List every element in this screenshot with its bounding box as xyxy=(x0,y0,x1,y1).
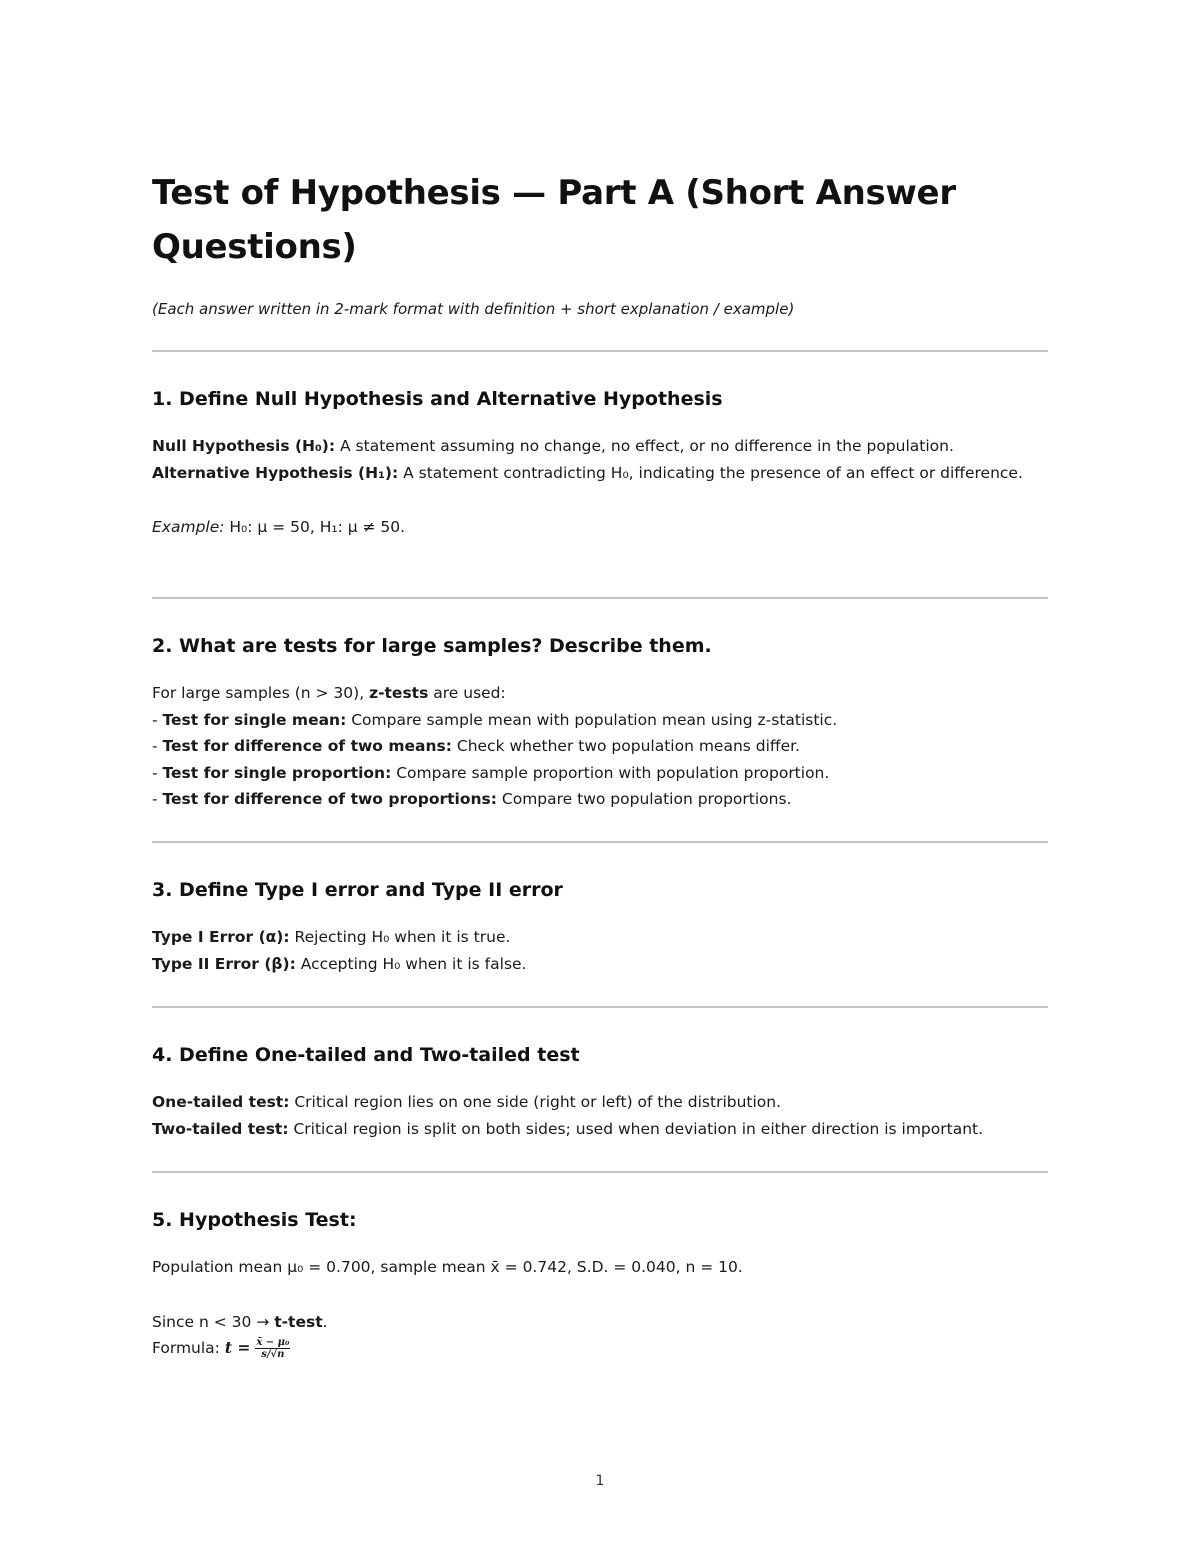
list-item-text: Compare two population proportions. xyxy=(501,790,792,808)
section-divider xyxy=(152,597,1048,599)
section-1 xyxy=(152,385,1048,541)
section-divider xyxy=(152,350,1048,352)
t-statistic-fraction xyxy=(255,1337,290,1360)
list-item: - Test for single mean: Compare sample mean with population mean using z-statistic. xyxy=(152,710,838,729)
list-item-label: Test for difference of two means: xyxy=(162,737,452,755)
type-1-error-definition xyxy=(152,924,1048,951)
type-1-error-text: Rejecting H₀ when it is true. xyxy=(294,928,511,946)
null-hypothesis-label: Null Hypothesis (H₀): xyxy=(152,437,336,455)
one-tailed-definition xyxy=(152,1089,1048,1116)
fraction-numerator: x̄ − μ₀ xyxy=(256,1337,290,1348)
list-item-label: Test for difference of two proportions: xyxy=(162,790,497,808)
intro-text-end: are used: xyxy=(433,684,506,702)
section-3-heading: 3. Define Type I error and Type II error xyxy=(152,879,563,901)
section-divider xyxy=(152,1171,1048,1173)
type-2-error-text: Accepting H₀ when it is false. xyxy=(300,954,527,973)
list-item-text: Check whether two population means differ. xyxy=(456,737,801,755)
section-2 xyxy=(152,632,1048,813)
type-2-error-definition xyxy=(152,951,1048,978)
document-title: Test of Hypothesis — Part A (Short Answer Questions) xyxy=(152,173,956,267)
section-1-heading: 1. Define Null Hypothesis and Alternative Hypothesis xyxy=(152,388,723,410)
list-item-label: Test for single proportion: xyxy=(162,763,392,782)
list-item-label: Test for single mean: xyxy=(162,710,347,729)
section-5-heading: 5. Hypothesis Test: xyxy=(152,1209,357,1231)
alternative-hypothesis-label: Alternative Hypothesis (H₁): xyxy=(152,463,399,482)
given-values: Population mean μ₀ = 0.700, sample mean x̄ = 0.742, S.D. = 0.040, n = 10. xyxy=(152,1258,743,1276)
section-5 xyxy=(152,1206,1048,1362)
test-choice-text: Since n < 30 → xyxy=(152,1312,270,1331)
formula-lhs: t = xyxy=(224,1338,251,1357)
t-test-term: t-test xyxy=(274,1312,323,1331)
type-2-error-label: Type II Error (β): xyxy=(152,954,296,973)
two-tailed-text: Critical region is split on both sides; used when deviation in either direction is important. xyxy=(293,1119,984,1138)
example-text: H₀: μ = 50, H₁: μ ≠ 50. xyxy=(229,518,406,536)
section-4-heading: 4. Define One-tailed and Two-tailed test xyxy=(152,1044,580,1066)
two-tailed-definition xyxy=(152,1116,1048,1143)
formula-line xyxy=(152,1335,1048,1362)
list-item: - Test for single proportion: Compare sample proportion with population proportion. xyxy=(152,763,830,782)
section-divider xyxy=(152,1006,1048,1008)
two-tailed-label: Two-tailed test: xyxy=(152,1119,289,1138)
type-1-error-label: Type I Error (α): xyxy=(152,928,290,946)
section-4 xyxy=(152,1041,1048,1142)
hypothesis-example xyxy=(152,514,1048,541)
list-item: - Test for difference of two proportions: Compare two population proportions. xyxy=(152,790,792,808)
document-subtitle: (Each answer written in 2-mark format with definition + short explanation / example) xyxy=(152,300,795,318)
test-choice xyxy=(152,1309,1048,1336)
intro-text: For large samples (n > 30), xyxy=(152,684,365,702)
example-label: Example: xyxy=(152,518,225,536)
alternative-hypothesis-definition xyxy=(152,460,1048,487)
formula-label: Formula: xyxy=(152,1339,220,1357)
one-tailed-label: One-tailed test: xyxy=(152,1093,290,1111)
large-sample-intro xyxy=(152,680,1048,707)
null-hypothesis-definition xyxy=(152,433,1048,460)
list-item-text: Compare sample proportion with population proportion. xyxy=(396,763,830,782)
section-2-heading: 2. What are tests for large samples? Describe them. xyxy=(152,635,712,657)
alternative-hypothesis-text: A statement contradicting H₀, indicating the presence of an effect or difference. xyxy=(403,463,1023,482)
fraction-denominator: s/√n xyxy=(261,1349,285,1360)
test-choice-end: . xyxy=(322,1312,328,1331)
section-divider xyxy=(152,841,1048,843)
section-3 xyxy=(152,876,1048,977)
list-item: - Test for difference of two means: Check whether two population means differ. xyxy=(152,737,801,755)
page-number: 1 xyxy=(595,1473,605,1489)
z-tests-term: z-tests xyxy=(369,684,429,702)
one-tailed-text: Critical region lies on one side (right or left) of the distribution. xyxy=(294,1093,782,1111)
null-hypothesis-text: A statement assuming no change, no effect, or no difference in the population. xyxy=(340,437,954,455)
list-item-text: Compare sample mean with population mean using z-statistic. xyxy=(351,710,838,729)
